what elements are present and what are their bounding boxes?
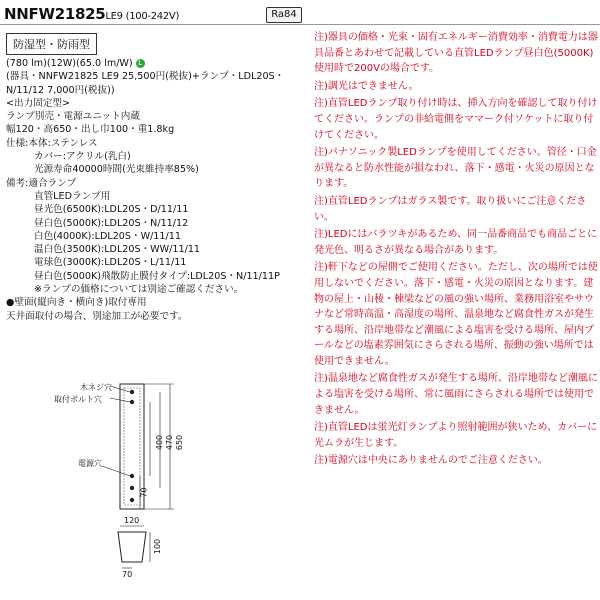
spec-line: ●壁面(縦向き・横向き)取付専用 <box>6 297 147 309</box>
fixture-drawing <box>40 380 280 595</box>
dim-400: 400 <box>155 434 165 451</box>
spec-line: カバー:アクリル(乳白) <box>34 151 131 163</box>
dim-100: 100 <box>153 538 163 555</box>
spec-line: 光源寿命40000時間(光束維持率85%) <box>34 164 199 176</box>
spec-line: <出力固定型> <box>6 97 71 109</box>
lamp-item: 昼光色(6500K):LDL20S・D/11/11 <box>34 204 189 216</box>
note: 注)軒下などの屋側でご使用ください。ただし、次の場所では使用しないでください。落下・感電・火災の原因となります。建物の屋上・山稜・棟梁などの風の強い場所、業務用浴室やサウナなど常時高温・高湿度の場所、温泉地など腐食性ガスが発生する場所、沿岸地帯など潮風による塩害を受ける場所、屋内プールなどの塩素雰囲気にさらされる場所、振動の強い場所では使用できません。 <box>314 262 598 367</box>
spec-line: 備考:適合ランプ <box>6 177 77 189</box>
notes-panel <box>314 30 598 471</box>
label-screw-hole: 木ネジ穴 <box>80 383 112 392</box>
note: 注)調光はできません。 <box>314 80 419 92</box>
dim-120: 120 <box>124 516 140 525</box>
dim-470: 470 <box>165 434 175 451</box>
label-bolt-hole: 取付ボルト穴 <box>54 395 102 404</box>
model-main: NNFW21825 <box>4 5 106 23</box>
model-number <box>4 5 179 23</box>
lamp-item: 白色(4000K):LDL20S・W/11/11 <box>34 230 181 242</box>
header-divider <box>0 24 600 25</box>
screw-hole-top <box>130 390 134 394</box>
note: 注)温泉地など腐食性ガスが発生する場所、沿岸地帯など潮風による塩害を受ける場所、常に風雨にさらされる場所では使用できません。 <box>314 373 598 416</box>
note: 注)パナソニック製LEDランプを使用してください。管径・口金が異なると防水性能が損なわれ、落下・感電・火災の原因となります。 <box>314 147 597 190</box>
dim-650: 650 <box>175 434 185 451</box>
note: 注)電源穴は中央にありませんのでご注意ください。 <box>314 455 548 467</box>
lamp-item: 電球色(3000K):LDL20S・L/11/11 <box>34 257 187 269</box>
header <box>4 3 304 25</box>
spec-line: 天井面取付の場合、別途加工が必要です。 <box>6 310 188 322</box>
spec-line: 仕様:本体:ステンレス <box>6 137 98 149</box>
bolt-hole-bottom <box>130 486 134 490</box>
lamp-item: 温白色(3500K):LDL20S・WW/11/11 <box>34 244 201 256</box>
note: 注)直管LEDランプ取り付け時は、挿入方向を確認して取り付けてください。ランプの非給電側をママーク付ソケットに取り付けてください。 <box>314 98 598 141</box>
spec-list <box>6 57 306 323</box>
note: 注)LEDにはバラツキがあるため、同一品番商品でも商品ごとに発光色、明るさが異なる場合があります。 <box>314 229 598 256</box>
dimension-diagram <box>40 380 280 595</box>
ra-badge: Ra84 <box>266 7 302 23</box>
note: 注)直管LEDランプはガラス製です。取り扱いにご注意ください。 <box>314 195 587 223</box>
fixture-side-outline <box>118 532 146 562</box>
dim-70-top: 70 <box>139 487 149 498</box>
spec-line: 幅120・高650・出し巾100・重1.8kg <box>6 124 175 136</box>
bolt-hole-top <box>130 400 134 404</box>
note: 注)器具の価格・光束・固有エネルギー消費効率・消費電力は器具品番とあわせて記載している直管LEDランプ昼白色(5000K)使用時で200Vの場合です。 <box>314 32 598 75</box>
model-suffix: LE9 (100-242V) <box>105 11 180 22</box>
lamp-item: 昼白色(5000K):LDL20S・N/11/12 <box>34 217 189 229</box>
spec-line: 直管LEDランプ用 <box>34 190 111 202</box>
power-hole <box>130 474 134 478</box>
screw-hole-bottom <box>130 498 134 502</box>
spec-line: ランプ別売・電源ユニット内蔵 <box>6 111 140 123</box>
note: 注)直管LEDは蛍光灯ランプより照射範囲が狭いため、カバーに光ムラが生じます。 <box>314 422 598 449</box>
spec-line <box>6 57 306 70</box>
type-tag: 防湿型・防雨型 <box>6 33 97 55</box>
led-icon: L <box>136 59 145 68</box>
spec-line: (器具・NNFW21825 LE9 25,500円(税抜)+ランプ・LDL20S・ <box>6 71 285 83</box>
label-power-hole: 電源穴 <box>78 459 102 468</box>
spec-line: ※ランプの価格については別途ご確認ください。 <box>34 284 244 296</box>
spec-line: N/11/12 7,000円(税抜)) <box>6 84 115 96</box>
spec-output: (780 lm)(12W)(65.0 lm/W) <box>6 58 133 69</box>
dim-70-bottom: 70 <box>122 570 133 579</box>
lamp-item: 昼白色(5000K)飛散防止膜付タイプ:LDL20S・N/11/11P <box>34 270 280 282</box>
